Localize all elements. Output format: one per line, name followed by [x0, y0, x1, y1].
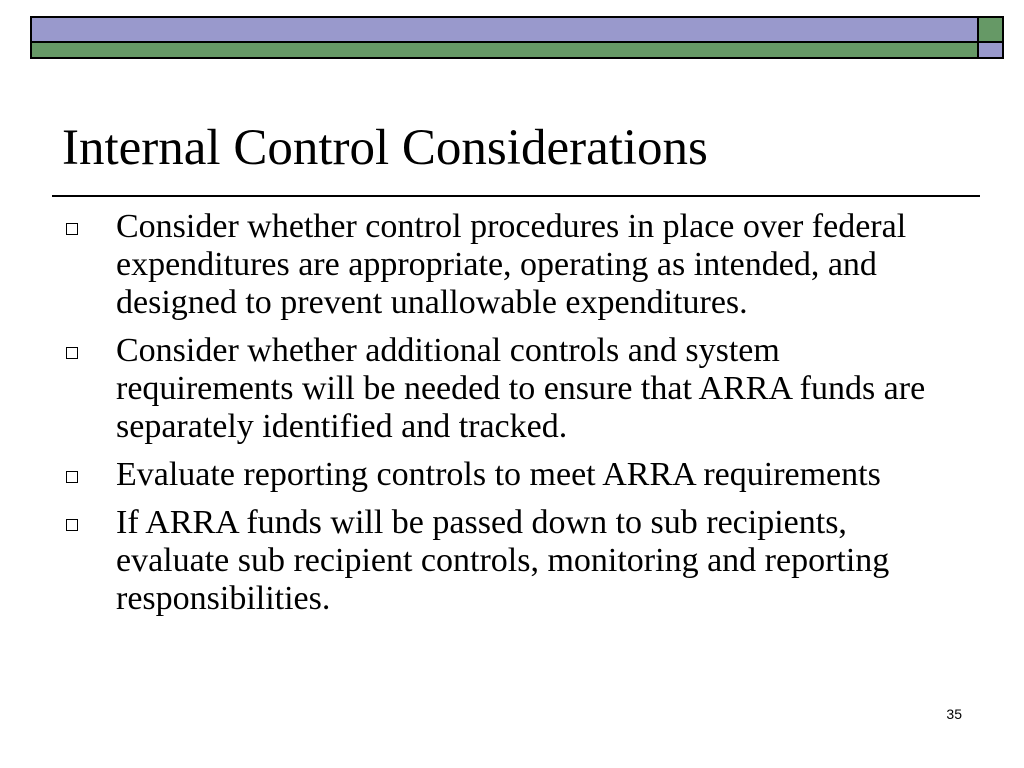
bullet-item — [62, 332, 942, 446]
header-bar-green — [30, 41, 979, 59]
header-square-purple — [977, 41, 1004, 59]
slide-title: Internal Control Considerations — [62, 120, 708, 176]
bullet-text: Consider whether additional controls and system requirements will be needed to ensure that ARRA funds are separately identified and tracked. — [116, 332, 926, 445]
bullet-item — [62, 456, 942, 494]
slide-number: 35 — [946, 706, 962, 722]
title-divider — [52, 195, 980, 197]
hollow-square-bullet-icon — [66, 223, 78, 235]
hollow-square-bullet-icon — [66, 347, 78, 359]
bullet-item — [62, 208, 942, 322]
bullet-item — [62, 504, 942, 618]
header-square-green — [977, 16, 1004, 43]
hollow-square-bullet-icon — [66, 471, 78, 483]
bullet-text: If ARRA funds will be passed down to sub recipients, evaluate sub recipient controls, monitoring and reporting responsibilities. — [116, 504, 890, 617]
header-bar-purple — [30, 16, 979, 43]
hollow-square-bullet-icon — [66, 519, 78, 531]
bullet-text: Consider whether control procedures in place over federal expenditures are appropriate, operating as intended, and designed to prevent unallowable expenditures. — [116, 208, 907, 321]
bullet-text: Evaluate reporting controls to meet ARRA requirements — [116, 456, 881, 493]
bullet-list — [62, 208, 942, 628]
